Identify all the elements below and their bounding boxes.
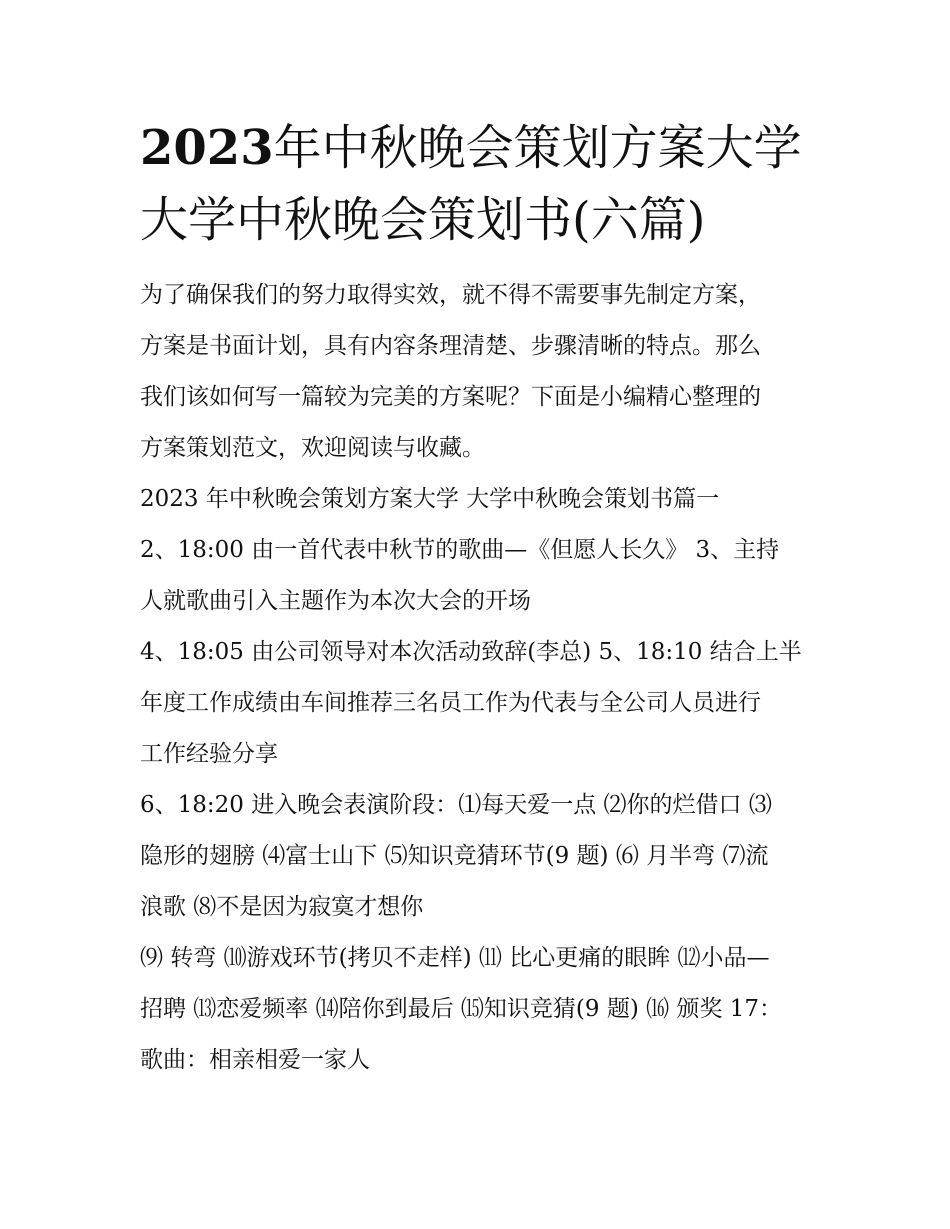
document-page (140, 112, 812, 1086)
title-line-1: 2023年中秋晚会策划方案大学 (140, 120, 802, 176)
paragraph-section-heading (140, 474, 812, 525)
paragraph-program-list (140, 933, 812, 1086)
text-line: 工作经验分享 (140, 741, 278, 767)
text-line: 方案是书面计划，具有内容条理清楚、步骤清晰的特点。那么 (140, 333, 761, 359)
title-line-2: 大学中秋晚会策划书(六篇) (140, 192, 706, 248)
text-line: 6、18:20 进入晚会表演阶段：⑴每天爱一点 ⑵你的烂借口 ⑶ (140, 792, 772, 818)
text-line: 2、18:00 由一首代表中秋节的歌曲—《但愿人长久》 3、主持 (140, 537, 780, 563)
text-line: 浪歌 ⑻不是因为寂寞才想你 (140, 894, 424, 920)
text-line: 方案策划范文，欢迎阅读与收藏。 (140, 435, 485, 461)
text-line: 人就歌曲引入主题作为本次大会的开场 (140, 588, 531, 614)
text-line: 招聘 ⒀恋爱频率 ⒁陪你到最后 ⒂知识竞猜(9 题) ⒃ 颁奖 17： (140, 996, 783, 1022)
text-line: 隐形的翅膀 ⑷富士山下 ⑸知识竞猜环节(9 题) ⑹ 月半弯 ⑺流 (140, 843, 769, 869)
paragraph-item-6 (140, 780, 812, 933)
section-heading-line: 2023 年中秋晚会策划方案大学 大学中秋晚会策划书篇一 (140, 486, 720, 512)
text-line: 我们该如何写一篇较为完美的方案呢？下面是小编精心整理的 (140, 384, 761, 410)
paragraph-item-2-3 (140, 525, 812, 627)
text-line: 为了确保我们的努力取得实效，就不得不需要事先制定方案， (140, 282, 761, 308)
text-line: 4、18:05 由公司领导对本次活动致辞(李总) 5、18:10 结合上半 (140, 639, 802, 665)
text-line: 年度工作成绩由车间推荐三名员工作为代表与全公司人员进行 (140, 690, 761, 716)
paragraph-intro (140, 270, 812, 474)
text-line: 歌曲：相亲相爱一家人 (140, 1047, 370, 1073)
document-body (140, 270, 812, 1086)
text-line: ⑼ 转弯 ⑽游戏环节(拷贝不走样) ⑾ 比心更痛的眼眸 ⑿小品— (140, 945, 770, 971)
document-title (140, 112, 812, 256)
paragraph-item-4-5 (140, 627, 812, 780)
